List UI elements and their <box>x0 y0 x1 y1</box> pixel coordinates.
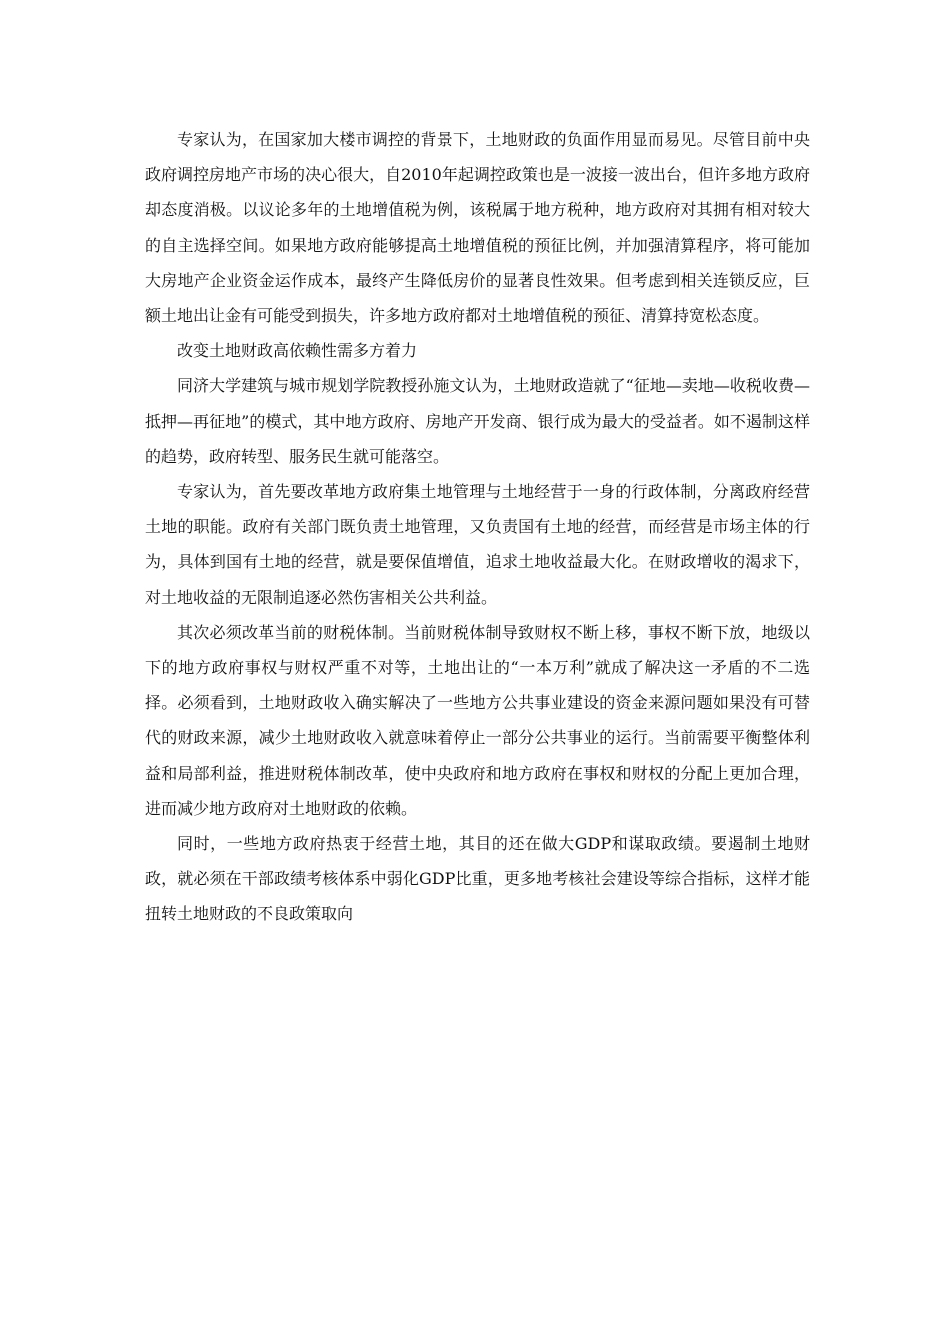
document-body <box>145 122 810 932</box>
paragraph-administrative-reform: 专家认为，首先要改革地方政府集土地管理与土地经营于一身的行政体制，分离政府经营土地的职能。政府有关部门既负责土地管理，又负责国有土地的经营，而经营是市场主体的行为，具体到国有土地的经营，就是要保值增值，追求土地收益最大化。在财政增收的渴求下，对土地收益的无限制追逐必然伤害相关公共利益。 <box>145 482 810 607</box>
paragraph-fiscal-reform: 其次必须改革当前的财税体制。当前财税体制导致财权不断上移，事权不断下放，地级以下的地方政府事权与财权严重不对等，土地出让的“一本万利”就成了解决这一矛盾的不二选择。必须看到，土地财政收入确实解决了一些地方公共事业建设的资金来源问题如果没有可替代的财政来源，减少土地财政收入就意味着停止一部分公共事业的运行。当前需要平衡整体利益和局部利益，推进财税体制改革，使中央政府和地方政府在事权和财权的分配上更加合理，进而减少地方政府对土地财政的依赖。 <box>145 622 810 818</box>
paragraph-sun-shiwen-view: 同济大学建筑与城市规划学院教授孙施文认为，土地财政造就了“征地—卖地—收税收费—抵押—再征地”的模式，其中地方政府、房地产开发商、银行成为最大的受益者。如不遏制这样的趋势，政府转型、服务民生就可能落空。 <box>145 376 810 466</box>
section-heading: 改变土地财政高依赖性需多方着力 <box>177 341 418 361</box>
paragraph-performance-evaluation: 同时，一些地方政府热衷于经营土地，其目的还在做大GDP和谋取政绩。要遏制土地财政，就必须在干部政绩考核体系中弱化GDP比重，更多地考核社会建设等综合指标，这样才能扭转土地财政的不良政策取向 <box>145 834 810 924</box>
paragraph-land-finance-negative-effects: 专家认为，在国家加大楼市调控的背景下，土地财政的负面作用显而易见。尽管目前中央政府调控房地产市场的决心很大，自2010年起调控政策也是一波接一波出台，但许多地方政府却态度消极。以议论多年的土地增值税为例，该税属于地方税种，地方政府对其拥有相对较大的自主选择空间。如果地方政府能够提高土地增值税的预征比例，并加强清算程序，将可能加大房地产企业资金运作成本，最终产生降低房价的显著良性效果。但考虑到相关连锁反应，巨额土地出让金有可能受到损失，许多地方政府都对土地增值税的预征、清算持宽松态度。 <box>145 130 810 326</box>
